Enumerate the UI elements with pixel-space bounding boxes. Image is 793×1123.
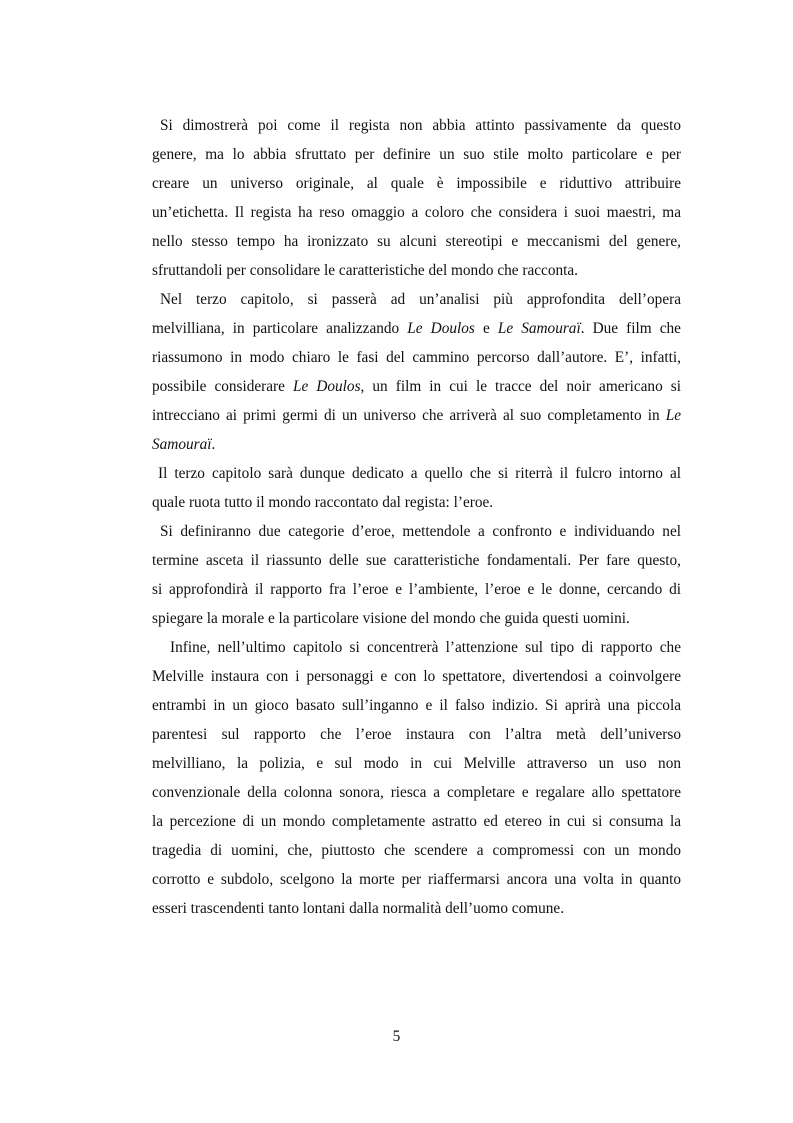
paragraph-line: tragedia di uomini, che, piuttosto che scendere a compromessi con un mondo bbox=[152, 842, 681, 859]
paragraph-line: melvilliano, la polizia, e sul modo in cui Melville attraverso un uso non bbox=[152, 755, 681, 772]
paragraph-line: Nel terzo capitolo, si passerà ad un’analisi più approfondita dell’opera bbox=[160, 291, 681, 308]
paragraph-line: nello stesso tempo ha ironizzato su alcuni stereotipi e meccanismi del genere, bbox=[152, 233, 681, 250]
paragraph-line: spiegare la morale e la particolare visione del mondo che guida questi uomini. bbox=[152, 610, 630, 627]
paragraph-1 bbox=[152, 111, 681, 285]
text-run: . bbox=[211, 436, 216, 453]
paragraph-line: parentesi sul rapporto che l’eroe instaura con l’altra metà dell’universo bbox=[152, 726, 681, 743]
paragraph-line bbox=[152, 314, 681, 343]
film-title: Samouraï bbox=[152, 436, 212, 453]
film-title: Le bbox=[665, 407, 681, 424]
paragraph-line: quale ruota tutto il mondo raccontato dal regista: l’eroe. bbox=[152, 494, 494, 511]
body-text bbox=[152, 111, 681, 923]
paragraph-line: corrotto e subdolo, scelgono la morte per riaffermarsi ancora una volta in quanto bbox=[152, 871, 681, 888]
film-title: Le Doulos bbox=[407, 320, 475, 337]
paragraph-line: esseri trascendenti tanto lontani dalla normalità dell’uomo comune. bbox=[152, 900, 565, 917]
text-run: intrecciano ai primi germi di un universo che arriverà al suo completamento in bbox=[152, 407, 666, 424]
paragraph-line bbox=[152, 401, 681, 430]
paragraph-line: genere, ma lo abbia sfruttato per definire un suo stile molto particolare e per bbox=[152, 146, 681, 163]
text-run: . Due film che bbox=[580, 320, 681, 337]
paragraph-line bbox=[152, 372, 681, 401]
text-run: possibile considerare bbox=[152, 378, 293, 395]
paragraph-line: convenzionale della colonna sonora, riesca a completare e regalare allo spettatore bbox=[152, 784, 681, 801]
paragraph-line: Si dimostrerà poi come il regista non abbia attinto passivamente da questo bbox=[160, 117, 681, 134]
page-number: 5 bbox=[392, 1028, 401, 1045]
paragraph-line: Si definiranno due categorie d’eroe, mettendole a confronto e individuando nel bbox=[160, 523, 681, 540]
paragraph-line: creare un universo originale, al quale è impossibile e riduttivo attribuire bbox=[152, 175, 681, 192]
paragraph-line: riassumono in modo chiaro le fasi del cammino percorso dall’autore. E’, infatti, bbox=[152, 349, 681, 366]
paragraph-2 bbox=[152, 285, 681, 459]
text-run: , un film in cui le tracce del noir americano si bbox=[360, 378, 681, 395]
paragraph-line bbox=[152, 430, 681, 459]
paragraph-line: un’etichetta. Il regista ha reso omaggio a coloro che considera i suoi maestri, ma bbox=[152, 204, 681, 221]
paragraph-line: entrambi in un gioco basato sull’inganno e il falso indizio. Si aprirà una piccola bbox=[152, 697, 681, 714]
text-run: melvilliana, in particolare analizzando bbox=[152, 320, 408, 337]
paragraph-3 bbox=[152, 459, 681, 517]
paragraph-line: Infine, nell’ultimo capitolo si concentrerà l’attenzione sul tipo di rapporto che bbox=[170, 639, 681, 656]
paragraph-line: Il terzo capitolo sarà dunque dedicato a quello che si riterrà il fulcro intorno al bbox=[158, 465, 681, 482]
paragraph-4 bbox=[152, 517, 681, 633]
paragraph-line: sfruttandoli per consolidare le caratteristiche del mondo che racconta. bbox=[152, 262, 579, 279]
text-run: e bbox=[474, 320, 498, 337]
paragraph-line: si approfondirà il rapporto fra l’eroe e l’ambiente, l’eroe e le donne, cercando di bbox=[152, 581, 681, 598]
film-title: Le Doulos bbox=[292, 378, 361, 395]
paragraph-5 bbox=[152, 633, 681, 923]
paragraph-line: Melville instaura con i personaggi e con lo spettatore, divertendosi a coinvolgere bbox=[152, 668, 681, 685]
film-title: Le Samouraï bbox=[497, 320, 581, 337]
paragraph-line: la percezione di un mondo completamente astratto ed etereo in cui si consuma la bbox=[152, 813, 681, 830]
paragraph-line: termine asceta il riassunto delle sue caratteristiche fondamentali. Per fare questo, bbox=[152, 552, 681, 569]
